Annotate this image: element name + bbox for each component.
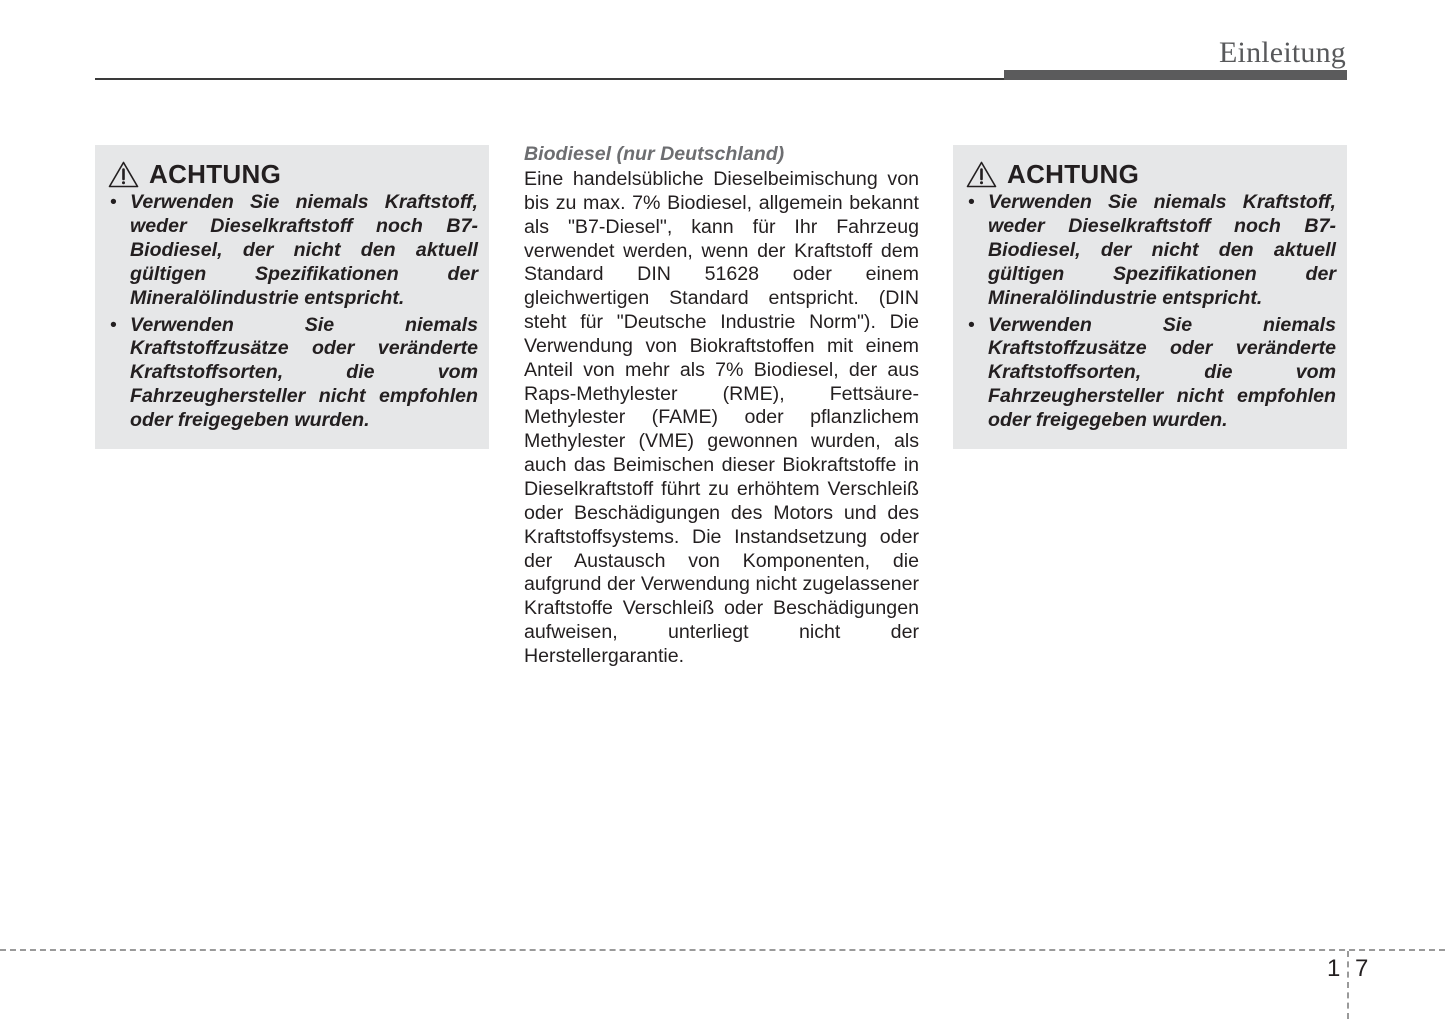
- warning-triangle-icon: [966, 161, 997, 188]
- warning-triangle-icon: [108, 161, 139, 188]
- warning-item: • Verwenden Sie niemals Kraftstoff, weder Dieselkraftstoff noch B7-Biodiesel, der nicht den aktuell gültigen Spezifikationen der Mineralölindustrie entspricht.: [968, 191, 1336, 309]
- chapter-title: Einleitung: [1219, 36, 1346, 69]
- warning-item-text: Verwenden Sie niemals Kraftstoff, weder Dieselkraftstoff noch B7-Biodiesel, der nicht den aktuell gültigen Spezifikationen der Mineralölindustrie entspricht.: [988, 191, 1336, 309]
- warning-header: [108, 159, 478, 189]
- warning-item-text: Verwenden Sie niemals Kraftstoffzusätze oder veränderte Kraftstoffsorten, die vom Fahrzeughersteller nicht empfohlen oder freigegeben wurden.: [988, 313, 1336, 432]
- section-title: Biodiesel (nur Deutschland): [524, 143, 785, 165]
- warning-list: [966, 191, 1336, 433]
- page-number: 7: [1355, 955, 1369, 982]
- footer-rule: [0, 949, 1445, 951]
- warning-item: • Verwenden Sie niemals Kraftstoffzusätze oder veränderte Kraftstoffsorten, die vom Fahrzeughersteller nicht empfohlen oder freigegeben wurden.: [110, 313, 478, 432]
- warning-list: [108, 191, 478, 433]
- warning-box-left: [95, 145, 489, 449]
- chapter-number: 1: [1327, 955, 1341, 982]
- warning-title: ACHTUNG: [149, 158, 282, 189]
- section-body: Eine handelsübliche Dieselbeimischung von bis zu max. 7% Biodiesel, allgemein bekannt als "B7-Diesel", kann für Ihr Fahrzeug verwendet werden, wenn der Kraftstoff dem Standard DIN 51628 oder einem gleichwertigen Standard entspricht. (DIN steht für "Deutsche Industrie Norm"). Die Verwendung von Biokraftstoffen mit einem Anteil von mehr als 7% Biodiesel, der aus Raps-Methylester (RME), Fettsäure-Methylester (FAME) oder pflanzlichem Methylester (VME) gewonnen wurden, als auch das Beimischen dieser Biokraftstoffe in Dieselkraftstoff führt zu erhöhtem Verschleiß oder Beschädigungen des Motors und des Kraftstoffsystems. Die Instandsetzung oder der Austausch von Komponenten, die aufgrund der Verwendung nicht zugelassener Kraftstoffe Verschleiß oder Beschädigungen aufweisen, unterliegt nicht der Herstellergarantie.: [524, 168, 919, 667]
- footer-divider: [1347, 951, 1349, 1019]
- warning-title: ACHTUNG: [1007, 158, 1140, 189]
- header-rule: [95, 78, 1005, 80]
- warning-box-right: [953, 145, 1347, 449]
- warning-item: • Verwenden Sie niemals Kraftstoffzusätze oder veränderte Kraftstoffsorten, die vom Fahrzeughersteller nicht empfohlen oder freigegeben wurden.: [968, 313, 1336, 432]
- warning-header: [966, 159, 1336, 189]
- biodiesel-section: [524, 142, 919, 669]
- warning-item-text: Verwenden Sie niemals Kraftstoffzusätze oder veränderte Kraftstoffsorten, die vom Fahrzeughersteller nicht empfohlen oder freigegeben wurden.: [130, 313, 478, 432]
- warning-item: • Verwenden Sie niemals Kraftstoff, weder Dieselkraftstoff noch B7-Biodiesel, der nicht den aktuell gültigen Spezifikationen der Mineralölindustrie entspricht.: [110, 191, 478, 309]
- header-bar: [1004, 70, 1347, 80]
- warning-item-text: Verwenden Sie niemals Kraftstoff, weder Dieselkraftstoff noch B7-Biodiesel, der nicht den aktuell gültigen Spezifikationen der Mineralölindustrie entspricht.: [130, 191, 478, 309]
